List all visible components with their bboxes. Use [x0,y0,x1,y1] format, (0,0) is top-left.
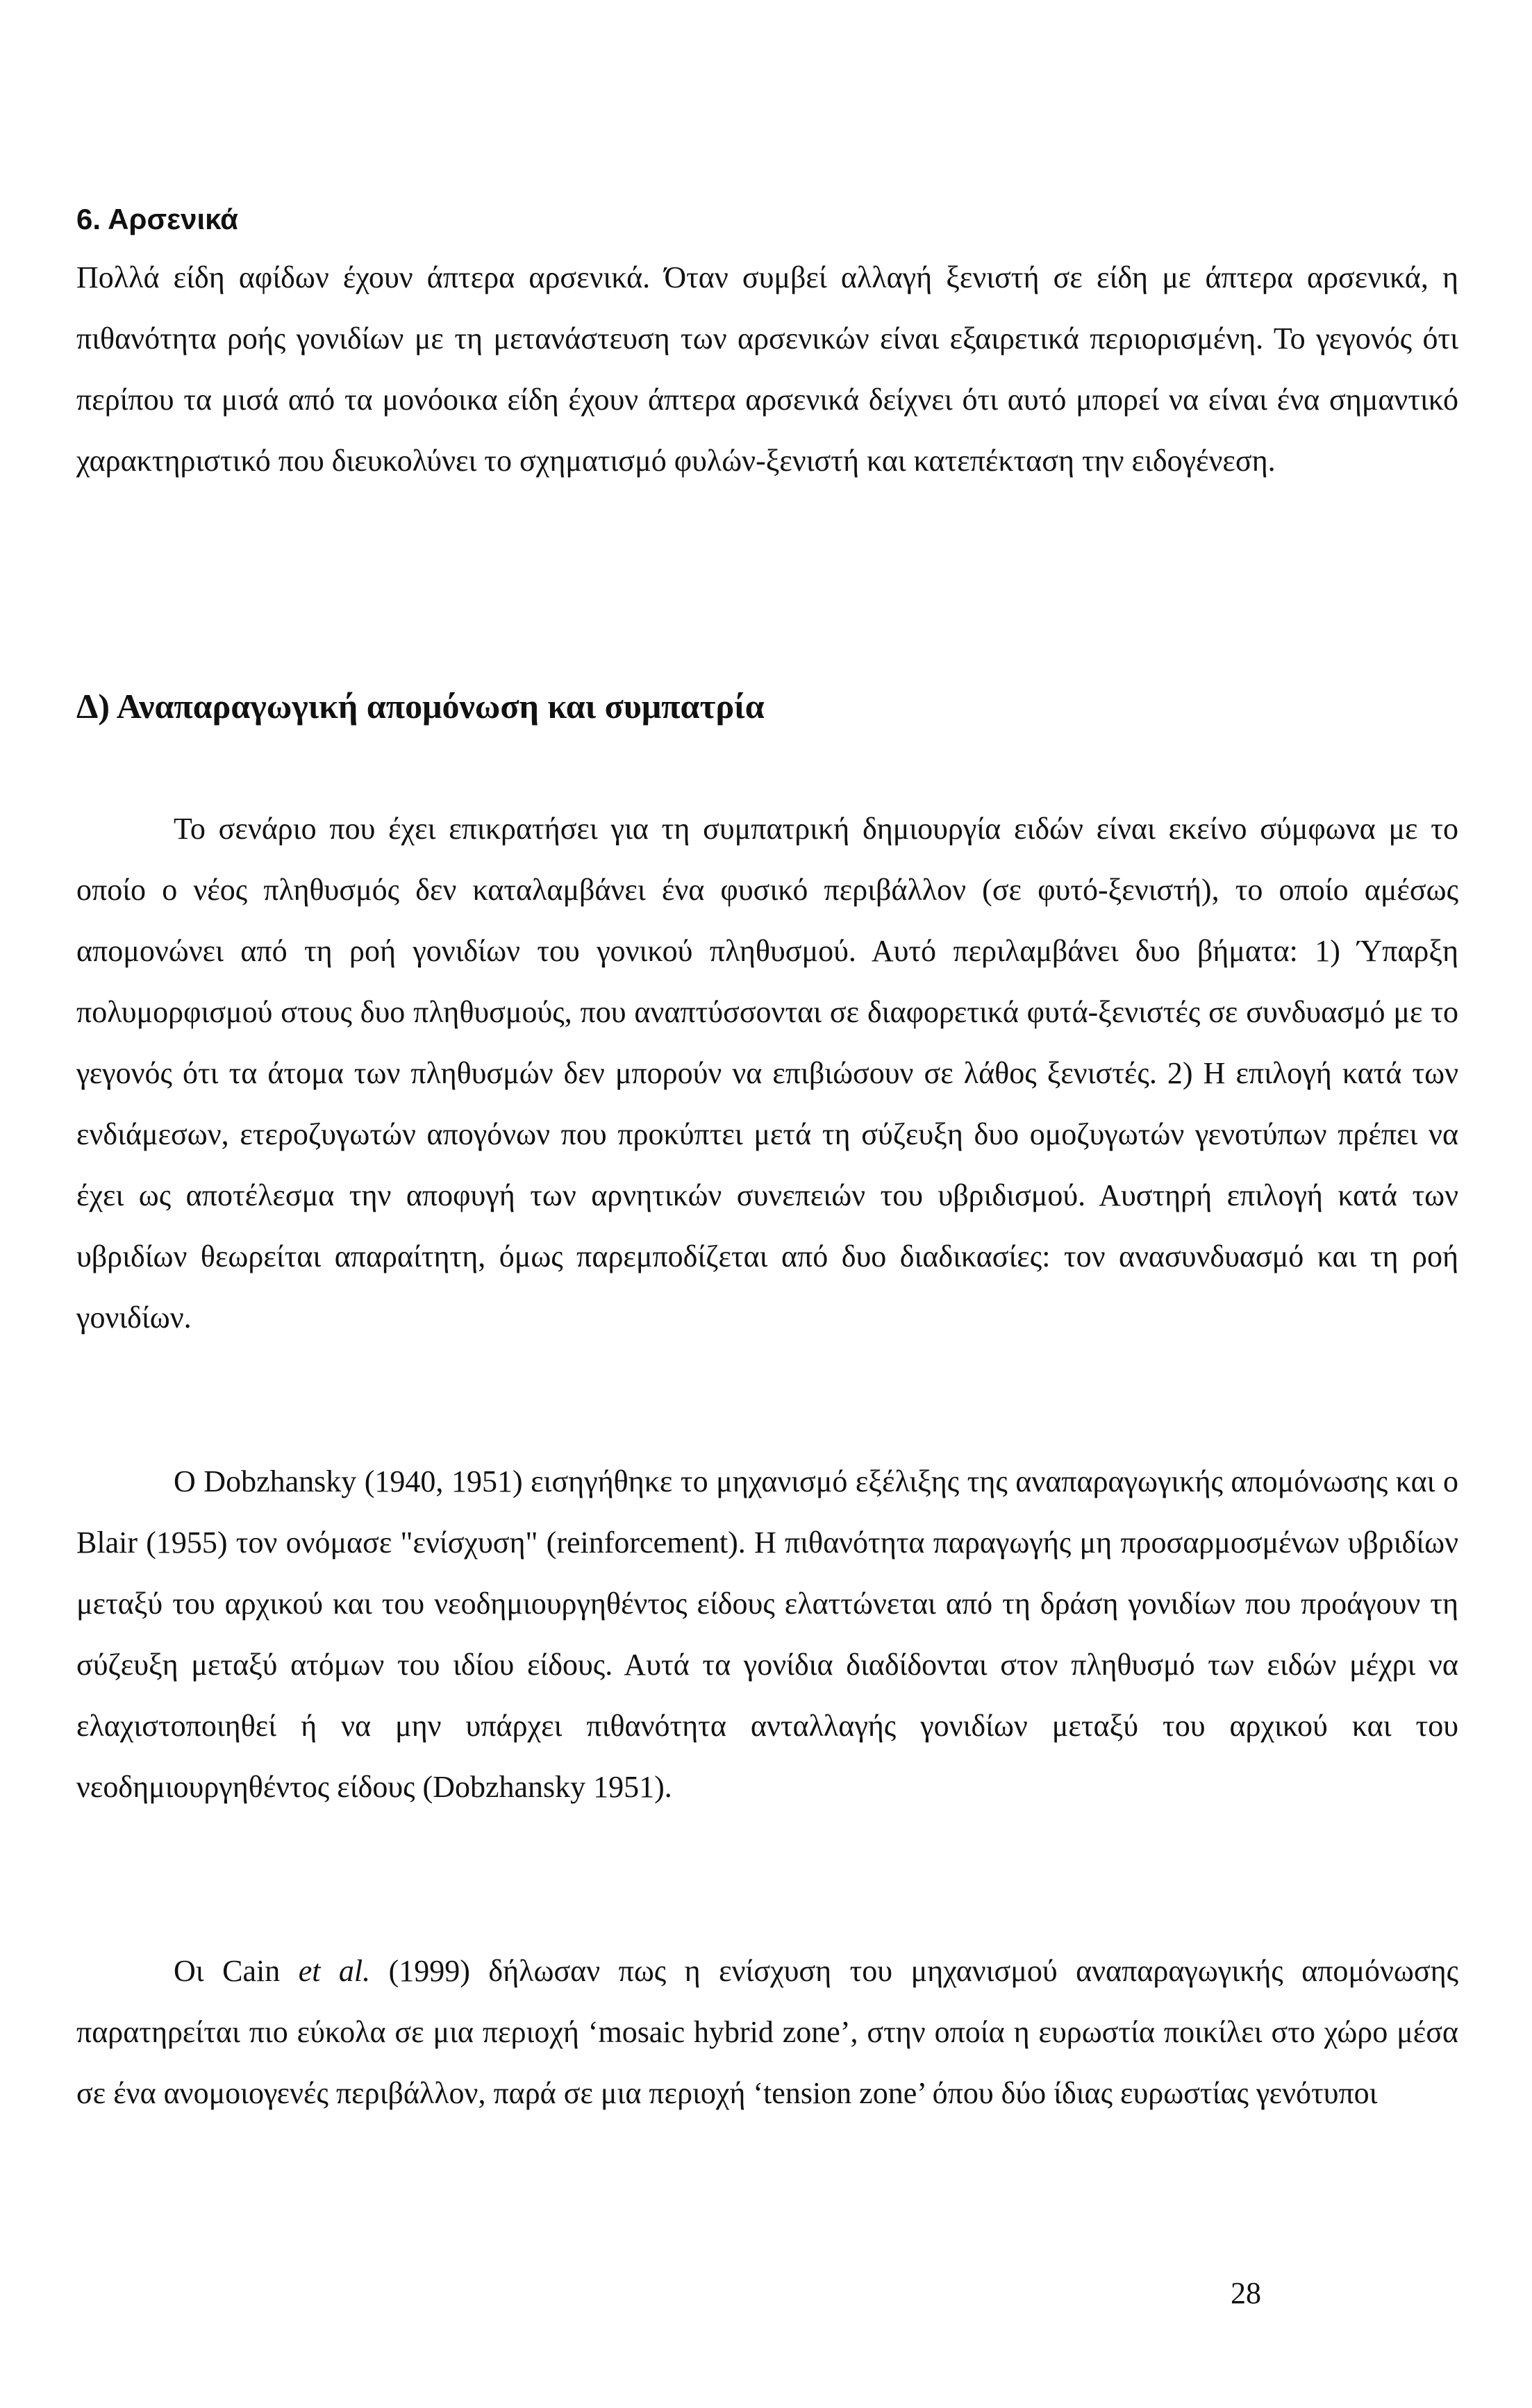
subsection-heading: Δ) Αναπαραγωγική απομόνωση και συμπατρία [76,687,765,726]
section-heading: 6. Αρσενικά [76,203,238,235]
paragraph-3-italic: et al. [298,1954,371,1988]
section-paragraph: Πολλά είδη αφίδων έχουν άπτερα αρσενικά. Όταν συμβεί αλλαγή ξενιστή σε είδη με άπτερα αρσενικά, η πιθανότητα ροής γονιδίων με τη μετανάστευση των αρσενικών είναι εξαιρετικά περιορισμένη. Το γεγονός ότι περίπου τα μισά από τα μονόοικα είδη έχουν άπτερα αρσενικά δείχνει ότι αυτό μπορεί να είναι ένα σημαντικό χαρακτηριστικό που διευκολύνει το σχηματισμό φυλών-ξενιστή και κατεπέκταση την ειδογένεση. [76,260,1458,478]
paragraph-3-rest: (1999) δήλωσαν πως η ενίσχυση του μηχανισμού αναπαραγωγικής απομόνωσης παρατηρείται πιο εύκολα σε μια περιοχή ‘mosaic hybrid zone’, στην οποία η ευρωστία ποικίλει στο χώρο μέσα σε ένα ανομοιογενές περιβάλλον, παρά σε μια περιοχή ‘tension zone’ όπου δύο ίδιας ευρωστίας γενότυποι [76,1954,1459,2110]
subsection-paragraph-3 [76,1941,1458,2124]
subsection-paragraph-2: Ο Dobzhansky (1940, 1951) εισηγήθηκε το μηχανισμό εξέλιξης της αναπαραγωγικής απομόνωσης και ο Blair (1955) τον ονόμασε "ενίσχυση" (reinforcement). Η πιθανότητα παραγωγής μη προσαρμοσμένων υβριδίων μεταξύ του αρχικού και του νεοδημιουργηθέντος είδους ελαττώνεται από τη δράση γονιδίων που προάγουν τη σύζευξη μεταξύ ατόμων του ιδίου είδους. Αυτά τα γονίδια διαδίδονται στον πληθυσμό των ειδών μέχρι να ελαχιστοποιηθεί ή να μην υπάρχει πιθανότητα ανταλλαγής γονιδίων μεταξύ του αρχικού και του νεοδημιουργηθέντος είδους (Dobzhansky 1951). [76,1464,1458,1804]
subsection-paragraph-1: Το σενάριο που έχει επικρατήσει για τη συμπατρική δημιουργία ειδών είναι εκείνο σύμφωνα με το οποίο ο νέος πληθυσμός δεν καταλαμβάνει ένα φυσικό περιβάλλον (σε φυτό-ξενιστή), το οποίο αμέσως απομονώνει από τη ροή γονιδίων του γονικού πληθυσμού. Αυτό περιλαμβάνει δυο βήματα: 1) Ύπαρξη πολυμορφισμού στους δυο πληθυσμούς, που αναπτύσσονται σε διαφορετικά φυτά-ξενιστές σε συνδυασμό με το γεγονός ότι τα άτομα των πληθυσμών δεν μπορούν να επιβιώσουν σε λάθος ξενιστές. 2) Η επιλογή κατά των ενδιάμεσων, ετεροζυγωτών απογόνων που προκύπτει μετά τη σύζευξη δυο ομοζυγωτών γενοτύπων πρέπει να έχει ως αποτέλεσμα την αποφυγή των αρνητικών συνεπειών του υβριδισμού. Αυστηρή επιλογή κατά των υβριδίων θεωρείται απαραίτητη, όμως παρεμποδίζεται από δυο διαδικασίες: τον ανασυνδυασμό και τη ροή γονιδίων. [76,812,1458,1335]
paragraph-3-start: Οι Cain [174,1954,299,1988]
page-number: 28 [1231,2276,1261,2310]
